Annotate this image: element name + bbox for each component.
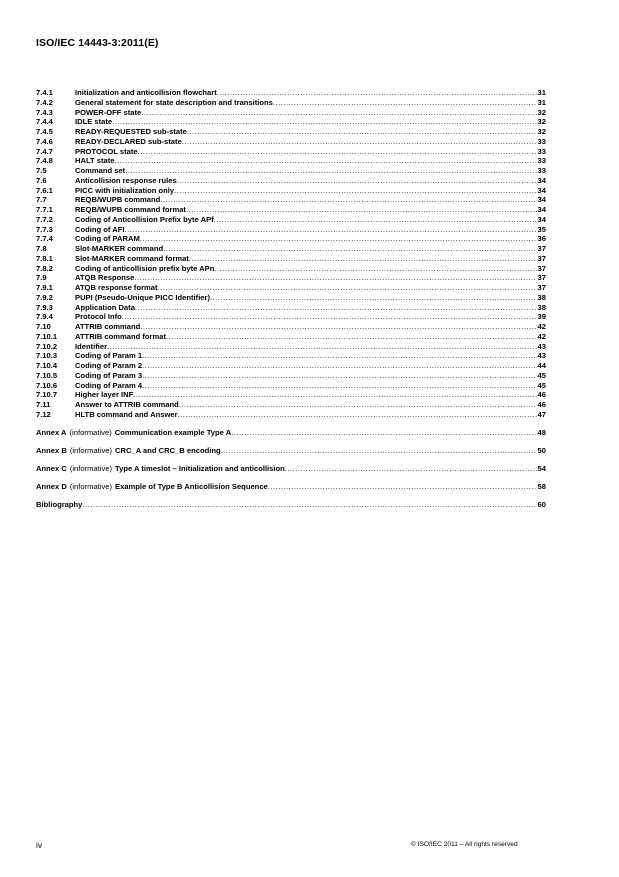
toc-leader-dots	[138, 147, 537, 157]
toc-section-number: 7.7.3	[36, 224, 53, 234]
toc-entry[interactable]	[36, 88, 546, 98]
toc-section-title: Initialization and anticollision flowchart	[75, 88, 217, 97]
toc-entry[interactable]	[36, 371, 546, 381]
toc-page-number: 43	[537, 351, 546, 361]
toc-bibliography-title: Bibliography	[36, 499, 83, 509]
annex-label: Annex A	[36, 427, 67, 437]
annex-title: Example of Type B Anticollision Sequence	[115, 481, 268, 491]
annex-type: (informative)	[69, 445, 113, 455]
toc-page-number: 45	[537, 370, 546, 380]
toc-leader-dots	[273, 98, 537, 108]
toc-entry[interactable]	[36, 332, 546, 342]
toc-section-number: 7.10.1	[36, 331, 58, 341]
toc-section-title: Coding of Anticollision Prefix byte APf	[75, 214, 214, 224]
toc-section-title: Coding of Param 3	[75, 370, 143, 380]
toc-section-title: PICC with initialization only	[75, 185, 175, 195]
toc-leader-dots	[163, 244, 536, 254]
toc-page-number: 42	[537, 331, 546, 341]
toc-entry[interactable]	[36, 127, 546, 137]
toc-section-title: Coding of AFI	[75, 224, 125, 234]
toc-entry[interactable]	[36, 361, 546, 371]
toc-section-title: REQB/WUPB command format	[75, 205, 186, 214]
toc-entry[interactable]	[36, 351, 546, 361]
toc-entry[interactable]	[36, 156, 546, 166]
annex-label: Annex D	[36, 481, 67, 491]
toc-section-number: 7.4.4	[36, 117, 53, 127]
toc-leader-dots	[214, 264, 536, 274]
toc-page-number: 32	[537, 107, 546, 117]
toc-section-title: Slot-MARKER command format	[75, 253, 189, 263]
toc-section-title: Application Data	[75, 302, 135, 312]
toc-page-number: 32	[537, 117, 546, 127]
toc-entry[interactable]	[36, 322, 546, 332]
toc-page-number: 34	[537, 185, 546, 195]
toc-entry[interactable]	[36, 264, 546, 274]
toc-section-title: Identifier	[75, 341, 108, 351]
toc-section-title: READY-REQUESTED sub-state	[75, 127, 187, 136]
toc-section-number: 7.4.1	[36, 88, 53, 97]
toc-leader-dots	[140, 234, 537, 244]
toc-leader-dots	[142, 381, 536, 391]
toc-page-number: 42	[537, 322, 546, 331]
toc-leader-dots	[82, 500, 536, 510]
toc-section-number: 7.11	[36, 400, 51, 409]
toc-page-number: 37	[537, 273, 546, 283]
toc-section-title: Coding of PARAM	[75, 234, 140, 244]
toc-section-number: 7.7	[36, 195, 47, 205]
toc-page-number: 33	[537, 136, 546, 146]
toc-section-title: ATTRIB command format	[75, 331, 166, 341]
annex-title: CRC_A and CRC_B encoding	[115, 445, 221, 455]
toc-section-title: ATQB response format	[75, 283, 158, 292]
document-header: ISO/IEC 14443-3:2011(E)	[36, 37, 159, 49]
toc-leader-dots	[122, 312, 537, 322]
toc-page-number: 43	[537, 341, 546, 351]
toc-page-number: 39	[537, 312, 546, 322]
toc-entry[interactable]	[36, 195, 546, 205]
toc-leader-dots	[140, 322, 536, 332]
toc-page-number: 46	[537, 400, 546, 409]
toc-entry[interactable]	[36, 400, 546, 410]
toc-leader-dots	[182, 137, 537, 147]
toc-leader-dots	[133, 390, 536, 400]
toc-page-number: 38	[537, 302, 546, 312]
toc-leader-dots	[141, 108, 536, 118]
toc-section-title: ATTRIB command	[75, 322, 141, 331]
toc-section-title: REQB/WUPB command	[75, 195, 161, 205]
toc-leader-dots	[115, 156, 537, 166]
annex-label: Annex B	[36, 445, 67, 455]
toc-entry-annex[interactable]	[36, 446, 546, 456]
toc-page-number: 33	[537, 146, 546, 156]
toc-section-title: Coding of Param 2	[75, 361, 143, 370]
toc-entry[interactable]	[36, 137, 546, 147]
toc-entry[interactable]	[36, 166, 546, 176]
toc-page-number: 44	[537, 361, 546, 370]
toc-page-number: 45	[537, 380, 546, 390]
annex-title: Communication example Type A	[114, 427, 232, 437]
toc-section-title: ATQB Response	[75, 273, 135, 283]
toc-page-number: 35	[537, 224, 546, 234]
toc-section-title: Higher layer INF	[75, 390, 134, 400]
toc-entry[interactable]	[36, 215, 546, 225]
toc-section-title: Anticollision response rules	[75, 175, 177, 185]
toc-section-title: Coding of Param 4	[75, 380, 143, 390]
annex-title: Type A timeslot – Initialization and anticollision	[115, 463, 285, 473]
toc-entry[interactable]	[36, 244, 546, 254]
toc-entry[interactable]	[36, 312, 546, 322]
toc-entry[interactable]	[36, 283, 546, 293]
toc-section-number: 7.10.6	[36, 380, 58, 390]
toc-page-number: 50	[537, 445, 546, 455]
toc-section-number: 7.9.1	[36, 283, 53, 292]
toc-page-number: 48	[537, 427, 546, 437]
toc-section-number: 7.4.2	[36, 97, 53, 107]
toc-page-number: 34	[537, 214, 546, 224]
toc-section-title: Answer to ATTRIB command	[75, 400, 179, 409]
toc-page-number: 37	[537, 244, 546, 253]
toc-entry-annex[interactable]	[36, 464, 546, 474]
toc-entry[interactable]	[36, 186, 546, 196]
toc-leader-dots	[189, 254, 537, 264]
toc-entry[interactable]	[36, 205, 546, 215]
toc-section-number: 7.8.1	[36, 253, 53, 263]
annex-type: (informative)	[69, 427, 112, 437]
toc-section-number: 7.9	[36, 273, 47, 283]
toc-page-number: 31	[537, 97, 546, 107]
toc-page-number: 47	[537, 409, 546, 419]
toc-page-number: 31	[537, 88, 546, 97]
toc-page-number: 34	[537, 205, 546, 214]
toc-leader-dots	[112, 117, 536, 127]
toc-entry[interactable]	[36, 410, 546, 420]
toc-page-number: 33	[537, 166, 546, 175]
toc-page-number: 37	[537, 283, 546, 292]
toc-entry[interactable]	[36, 108, 546, 118]
toc-section-number: 7.4.8	[36, 156, 53, 166]
toc-section-number: 7.10.5	[36, 370, 58, 380]
toc-section-title: PUPI (Pseudo-Unique PICC Identifier)	[75, 292, 211, 302]
toc-section-title: Slot-MARKER command	[75, 244, 164, 253]
toc-leader-dots	[134, 273, 536, 283]
toc-entry[interactable]	[36, 225, 546, 235]
toc-page-number: 58	[537, 481, 546, 491]
toc-section-number: 7.9.4	[36, 312, 53, 322]
toc-leader-dots	[214, 215, 537, 225]
toc-section-title: Protocol Info	[75, 312, 122, 322]
toc-page-number: 37	[537, 253, 546, 263]
toc-section-number: 7.4.3	[36, 107, 53, 117]
toc-leader-dots	[174, 186, 536, 196]
toc-section-number: 7.7.4	[36, 234, 53, 244]
toc-section-number: 7.5	[36, 166, 47, 175]
toc-leader-dots	[231, 428, 536, 438]
toc-page-number: 46	[537, 390, 546, 400]
toc-section-number: 7.8	[36, 244, 47, 253]
annex-type: (informative)	[69, 481, 113, 491]
toc-section-number: 7.8.2	[36, 263, 53, 273]
toc-entry-annex[interactable]	[36, 428, 546, 438]
annex-label: Annex C	[36, 463, 67, 473]
toc-leader-dots	[217, 88, 537, 98]
toc-entry[interactable]	[36, 117, 546, 127]
toc-leader-dots	[135, 303, 537, 313]
toc-entry[interactable]	[36, 273, 546, 283]
page-number: iv	[36, 840, 43, 850]
toc-section-number: 7.4.5	[36, 127, 53, 136]
toc-leader-dots	[160, 195, 536, 205]
toc-section-title: IDLE state	[75, 117, 113, 127]
toc-section-title: HALT state	[75, 156, 115, 166]
toc-entry[interactable]	[36, 303, 546, 313]
toc-page-number: 32	[537, 127, 546, 136]
toc-leader-dots	[210, 293, 537, 303]
toc-page-number: 36	[537, 234, 546, 244]
toc-section-number: 7.10.3	[36, 351, 58, 361]
toc-section-title: POWER-OFF state	[75, 107, 142, 117]
copyright-notice: © ISO/IEC 2011 – All rights reserved	[411, 841, 518, 848]
toc-leader-dots	[178, 410, 537, 420]
toc-leader-dots	[268, 482, 537, 492]
toc-leader-dots	[166, 332, 537, 342]
toc-section-number: 7.9.2	[36, 292, 53, 302]
toc-page-number: 34	[537, 175, 546, 185]
toc-leader-dots	[142, 351, 536, 361]
toc-section-number: 7.10.2	[36, 341, 58, 351]
toc-section-number: 7.4.7	[36, 146, 53, 156]
toc-entry[interactable]	[36, 342, 546, 352]
toc-section-number: 7.6	[36, 175, 47, 185]
toc-section-title: General statement for state description and transitions	[75, 97, 273, 107]
toc-leader-dots	[125, 166, 536, 176]
toc-leader-dots	[177, 176, 537, 186]
toc-leader-dots	[142, 361, 536, 371]
toc-leader-dots	[125, 225, 537, 235]
toc-section-number: 7.9.3	[36, 302, 53, 312]
toc-leader-dots	[142, 371, 536, 381]
toc-section-number: 7.10	[36, 322, 51, 331]
toc-section-number: 7.6.1	[36, 185, 53, 195]
toc-entry[interactable]	[36, 147, 546, 157]
toc-section-title: Coding of Param 1	[75, 351, 143, 361]
toc-page-number: 54	[537, 463, 546, 473]
toc-entry-annex[interactable]	[36, 482, 546, 492]
toc-entry-bibliography[interactable]	[36, 500, 546, 510]
toc-section-number: 7.10.7	[36, 390, 58, 400]
toc-entry[interactable]	[36, 381, 546, 391]
toc-entry[interactable]	[36, 176, 546, 186]
toc-section-number: 7.10.4	[36, 361, 58, 370]
toc-section-number: 7.7.1	[36, 205, 53, 214]
toc-entry[interactable]	[36, 390, 546, 400]
toc-page-number: 33	[537, 156, 546, 166]
toc-leader-dots	[221, 446, 537, 456]
toc-leader-dots	[187, 127, 537, 137]
table-of-contents	[36, 88, 546, 510]
toc-section-number: 7.7.2	[36, 214, 53, 224]
toc-page-number: 37	[537, 263, 546, 273]
toc-section-number: 7.12	[36, 409, 51, 419]
toc-section-title: Coding of anticollision prefix byte APn	[75, 263, 215, 273]
toc-page-number: 38	[537, 292, 546, 302]
toc-leader-dots	[107, 342, 536, 352]
toc-section-number: 7.4.6	[36, 136, 53, 146]
toc-leader-dots	[285, 464, 537, 474]
toc-entry[interactable]	[36, 234, 546, 244]
annex-type: (informative)	[69, 463, 113, 473]
toc-page-number: 34	[537, 195, 546, 205]
toc-entry[interactable]	[36, 293, 546, 303]
toc-leader-dots	[158, 283, 537, 293]
toc-entry[interactable]	[36, 98, 546, 108]
toc-leader-dots	[179, 400, 537, 410]
toc-section-title: READY-DECLARED sub-state	[75, 136, 182, 146]
toc-section-title: Command set	[75, 166, 126, 175]
toc-page-number: 60	[537, 499, 546, 509]
toc-entry[interactable]	[36, 254, 546, 264]
toc-section-title: HLTB command and Answer	[75, 409, 178, 419]
toc-section-title: PROTOCOL state	[75, 146, 138, 156]
toc-leader-dots	[186, 205, 537, 215]
